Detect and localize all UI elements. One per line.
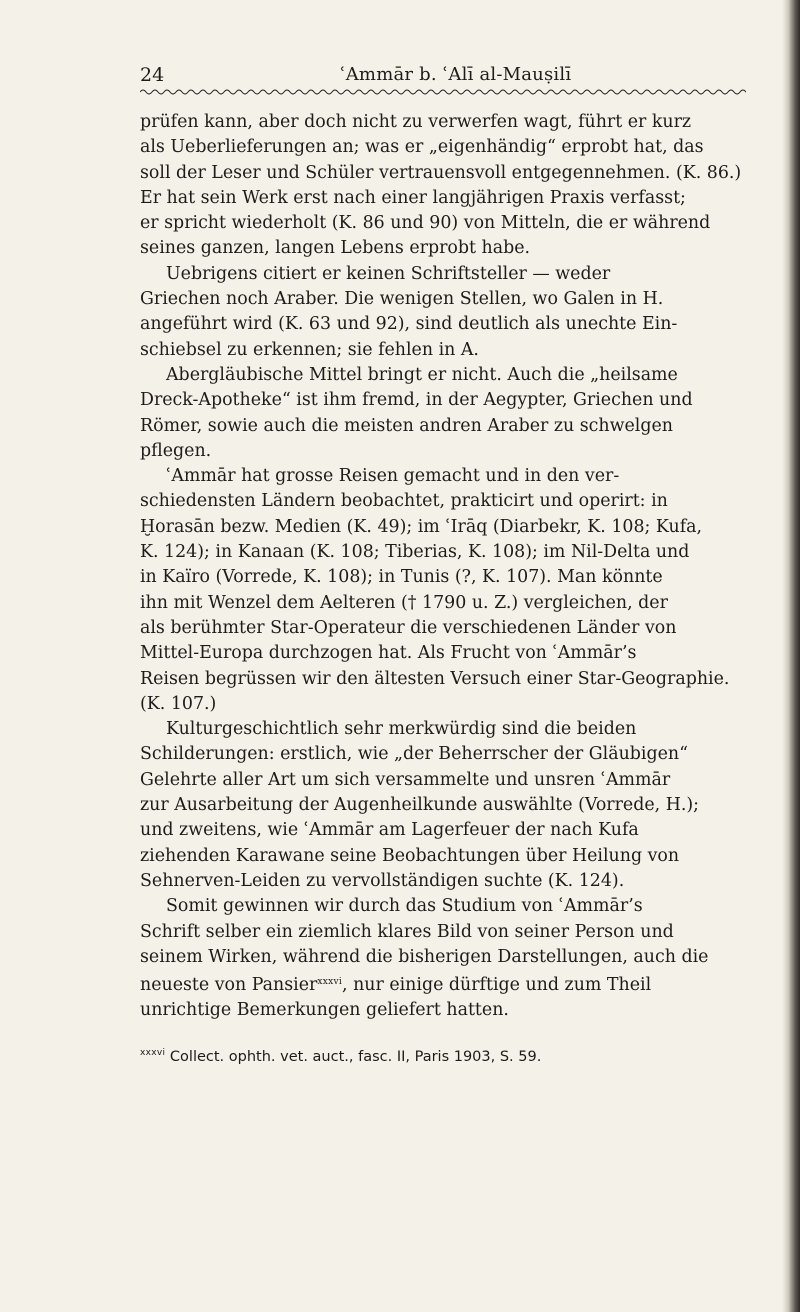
decorative-wave-rule xyxy=(140,88,746,96)
text-line-main: ihn mit Wenzel dem Aelteren († 1790 u. Z.) vergleichen, der xyxy=(140,592,668,613)
text-line xyxy=(140,161,766,186)
text-line-main: pflegen. xyxy=(140,440,212,461)
page-header xyxy=(140,64,740,88)
text-line-main: Er hat sein Werk erst nach einer langjährigen Praxis verfasst; xyxy=(140,187,686,208)
text-line-main: er spricht wiederholt (K. 86 und 90) von Mitteln, die er während xyxy=(140,213,711,234)
text-line xyxy=(140,363,766,388)
body-text xyxy=(140,110,766,1024)
text-line xyxy=(140,186,766,211)
text-line-main: als berühmter Star-Operateur die verschiedenen Länder von xyxy=(140,617,677,638)
text-line-main: ʿAmmār hat grosse Reisen gemacht und in den ver- xyxy=(166,466,620,487)
text-line-main: schiebsel zu erkennen; sie fehlen in A. xyxy=(140,339,479,360)
text-line-main: seinem Wirken, während die bisherigen Darstellungen, auch die xyxy=(140,946,709,967)
text-line xyxy=(140,110,766,135)
footnote-marker: xxxvi xyxy=(140,1048,166,1058)
text-line xyxy=(140,414,766,439)
text-line-main: Schrift selber ein ziemlich klares Bild von seiner Person und xyxy=(140,921,674,942)
running-head: ʿAmmār b. ʿAlī al-Mauṣilī xyxy=(340,64,572,85)
text-line xyxy=(140,793,766,818)
text-line xyxy=(140,692,766,717)
text-line xyxy=(140,970,766,998)
text-line xyxy=(140,616,766,641)
text-line-main: Griechen noch Araber. Die wenigen Stellen, wo Galen in H. xyxy=(140,289,664,310)
text-line xyxy=(140,920,766,945)
text-line xyxy=(140,844,766,869)
text-line-main: soll der Leser und Schüler vertrauensvoll entgegennehmen. (K. 86.) xyxy=(140,162,742,183)
text-line-main: K. 124); in Kanaan (K. 108; Tiberias, K. 108); im Nil-Delta und xyxy=(140,542,690,563)
text-line xyxy=(140,667,766,692)
text-line-main: Dreck-Apotheke“ ist ihm fremd, in der Aegypter, Griechen und xyxy=(140,390,693,411)
text-line-main: Schilderungen: erstlich, wie „der Beherrscher der Gläubigen“ xyxy=(140,744,688,765)
text-line-main: Kulturgeschichtlich sehr merkwürdig sind die beiden xyxy=(166,719,637,740)
text-line xyxy=(140,540,766,565)
text-line xyxy=(140,742,766,767)
text-line xyxy=(140,489,766,514)
text-line-main: als Ueberlieferungen an; was er „eigenhändig“ erprobt hat, das xyxy=(140,137,704,158)
text-line-main: Ḫorasān bezw. Medien (K. 49); im ʿIrāq (Diarbekr, K. 108; Kufa, xyxy=(140,516,703,537)
footnote-text: Collect. ophth. vet. auct., fasc. II, Paris 1903, S. 59. xyxy=(169,1049,542,1065)
text-line xyxy=(140,515,766,540)
text-line-main: schiedensten Ländern beobachtet, prakticirt und operirt: in xyxy=(140,491,668,512)
text-line xyxy=(140,641,766,666)
text-line-main: Reisen begrüssen wir den ältesten Versuch einer Star-Geographie. xyxy=(140,668,730,689)
text-line xyxy=(140,717,766,742)
text-line-main: in Kaïro (Vorrede, K. 108); in Tunis (?, K. 107). Man könnte xyxy=(140,567,663,588)
text-line xyxy=(140,768,766,793)
text-line xyxy=(140,464,766,489)
text-line-main: ziehenden Karawane seine Beobachtungen über Heilung von xyxy=(140,845,680,866)
text-line-main: prüfen kann, aber doch nicht zu verwerfen wagt, führt er kurz xyxy=(140,112,692,132)
text-line xyxy=(140,565,766,590)
footnote xyxy=(140,1043,766,1067)
text-line-main: Römer, sowie auch die meisten andren Araber zu schwelgen xyxy=(140,415,673,436)
page-number: 24 xyxy=(140,64,165,86)
text-line-main: Sehnerven-Leiden zu vervollständigen suchte (K. 124). xyxy=(140,870,625,891)
text-line xyxy=(140,312,766,337)
text-line-main: Abergläubische Mittel bringt er nicht. Auch die „heilsame xyxy=(166,364,678,385)
text-line xyxy=(140,262,766,287)
text-line xyxy=(140,236,766,261)
text-line-main: Mittel-Europa durchzogen hat. Als Frucht von ʿAmmār’s xyxy=(140,643,637,664)
text-line xyxy=(140,439,766,464)
text-line-main: Uebrigens citiert er keinen Schriftsteller — weder xyxy=(166,263,611,284)
text-line-main: unrichtige Bemerkungen geliefert hatten. xyxy=(140,1000,509,1021)
text-line-main: (K. 107.) xyxy=(140,693,217,714)
text-line xyxy=(140,894,766,919)
text-line-main: Somit gewinnen wir durch das Studium von ʿAmmār’s xyxy=(166,896,643,917)
text-line xyxy=(140,211,766,236)
text-line xyxy=(140,591,766,616)
text-line xyxy=(140,135,766,160)
text-line xyxy=(140,388,766,413)
text-line-main: neueste von Pansier xyxy=(140,975,318,996)
text-line xyxy=(140,818,766,843)
text-line xyxy=(140,869,766,894)
text-line xyxy=(140,338,766,363)
text-line-main: angeführt wird (K. 63 und 92), sind deutlich als unechte Ein- xyxy=(140,314,678,335)
text-line-main: und zweitens, wie ʿAmmār am Lagerfeuer der nach Kufa xyxy=(140,820,639,841)
text-line-main: Gelehrte aller Art um sich versammelte und unsren ʿAmmār xyxy=(140,769,671,790)
text-line-continuation: , nur einige dürftige und zum Theil xyxy=(342,975,652,996)
footnote-reference: xxxvi xyxy=(317,977,343,988)
text-line-main: seines ganzen, langen Lebens erprobt habe. xyxy=(140,238,531,259)
text-line xyxy=(140,945,766,970)
text-line xyxy=(140,287,766,312)
text-line-main: zur Ausarbeitung der Augenheilkunde auswählte (Vorrede, H.); xyxy=(140,795,700,816)
text-line xyxy=(140,998,766,1023)
page-edge-shadow xyxy=(782,0,800,1312)
